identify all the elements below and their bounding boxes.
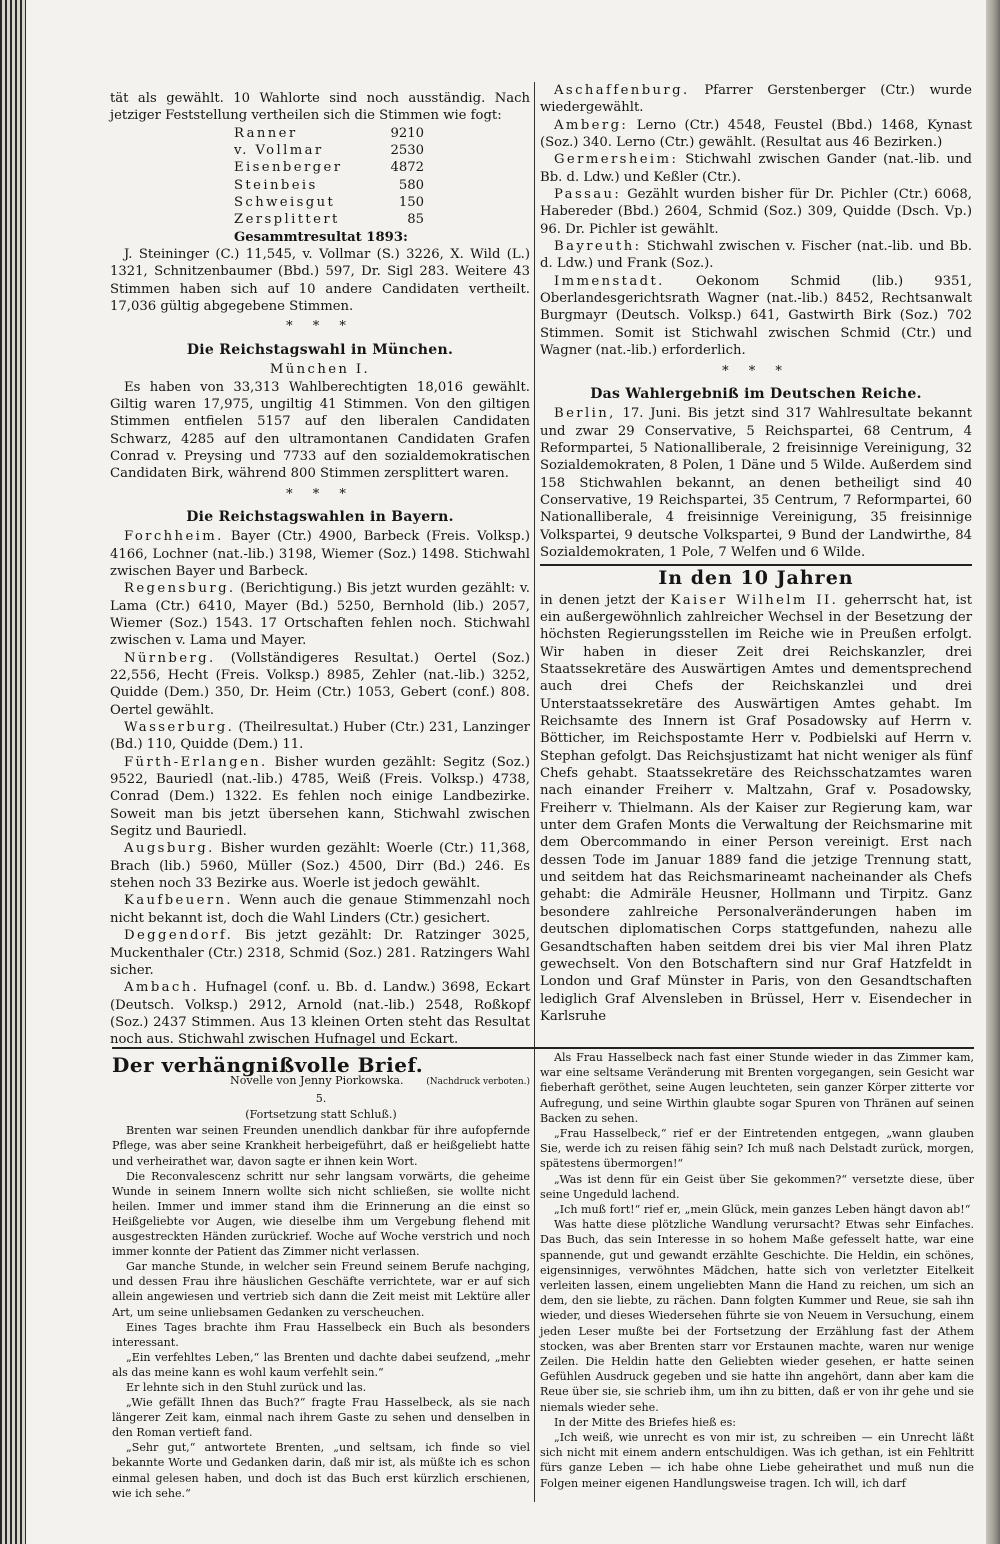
list-item: Forchheim. Bayer (Ctr.) 4900, Barbeck (Freis. Volksp.) 4166, Lochner (nat.-lib.) 3198, Wiemer (Soz.) 1498. Stichwahl zwischen Bayer und Barbeck. <box>110 529 530 579</box>
novel-paragraph: In der Mitte des Briefes hieß es: <box>554 1415 737 1429</box>
munich-text: Es haben von 33,313 Wahlberechtigten 18,016 gewählt. Giltig waren 17,975, ungiltig 41 Stimmen. Von den giltigen Stimmen entfielen 5157 auf den liberalen Candidaten Schwarz, 4285 auf den ultramontanen Candidaten Grafen Conrad v. Preysing und 7733 auf den sozialdemokratischen Candidaten Birk, während 800 Stimmen zersplittert waren. <box>110 379 530 482</box>
novel-paragraph: Als Frau Hasselbeck nach fast einer Stunde wieder in das Zimmer kam, war eine seltsame Veränderung mit Brenten vorgegangen, sein Gesicht war fieberhaft geröthet, seine Augen leuchteten, sein ganzer Körper zitterte vor Aufregung, und seine Wirthin glaubte sogar Spuren von Thränen auf seinen Backen zu sehen. <box>540 1051 974 1125</box>
reich-heading: Das Wahlergebniß im Deutschen Reiche. <box>590 385 922 402</box>
years-heading: In den 10 Jahren <box>658 567 854 590</box>
table-row: Ranner 9210 <box>234 125 424 141</box>
novel-paragraph: „Ich weiß, wie unrecht es von mir ist, zu schreiben — ein Unrecht läßt sich nicht mit einem andern entschuldigen. Was ich gethan, ist ein Fehltritt fürs ganze Leben — ich habe ohne Liebe geheirathet und muß nun die Folgen meiner eigenen Handlungsweise tragen. Ich will, ich darf <box>540 1431 974 1490</box>
table-row: v. Vollmar 2530 <box>234 143 424 159</box>
novel-paragraph: „Ein verfehltes Leben,“ las Brenten und dachte dabei seufzend, „mehr als das meine kann es wohl kaum verfehlt sein.“ <box>112 1350 530 1379</box>
list-item: Deggendorf. Bis jetzt gezählt: Dr. Ratzinger 3025, Muckenthaler (Ctr.) 2318, Schmid (Soz.) 281. Ratzingers Wahl sicher. <box>110 928 531 978</box>
right-column-top <box>540 82 972 1025</box>
chapter-number: 5. <box>315 1092 327 1106</box>
munich-heading: Die Reichstagswahl in München. <box>186 341 454 358</box>
list-item: Nürnberg. (Vollständigeres Resultat.) Oertel (Soz.) 22,556, Hecht (Freis. Volksp.) 8985, Zehler (nat.-lib.) 3252, Quidde (Dem.) 350, Dr. Heim (Ctr.) 1053, Gebert (conf.) 808. Oertel gewählt. <box>110 650 530 718</box>
left-column-top <box>110 90 530 1049</box>
continuation-note: (Fortsetzung statt Schluß.) <box>245 1108 397 1122</box>
munich-subheading: München I. <box>269 362 371 378</box>
list-item: Ambach. Hufnagel (conf. u. Bb. d. Landw.) 3698, Eckart (Deutsch. Volksp.) 2912, Arnold (nat.-lib.) 2548, Roßkopf (Soz.) 2437 Stimmen. Aus 13 kleinen Orten steht das Resultat noch aus. Stichwahl zwischen Hufnagel und Eckart. <box>110 980 530 1048</box>
feuilleton-divider <box>112 1047 974 1049</box>
novel-paragraph: „Ich muß fort!“ rief er, „mein Glück, mein ganzes Leben hängt davon ab!“ <box>554 1203 971 1217</box>
binding-edge <box>0 0 26 1544</box>
novel-paragraph: Eines Tages brachte ihm Frau Hasselbeck ein Buch als besonders interessant. <box>112 1320 530 1349</box>
novel-paragraph: Was hatte diese plötzliche Wandlung verursacht? Etwas sehr Einfaches. Das Buch, das sein Interesse in so hohem Maße gefesselt hatte, war eine spannende, gut und gewandt erzählte Geschichte. Die Heldin, ein schönes, eigensinniges, verwöhntes Mädchen, hatte sich von verletzter Eitelkeit verleiten lassen, einem ungeliebten Mann die Hand zu reichen, um sich an dem, den sie liebte, zu rächen. Dann folgten Kummer und Reue, sie sah ihn wieder, und dieses Wiedersehen führte sie von Neuem in Versuchung, einem jeden Leser mußte bei der Fortsetzung der Erzählung fast der Athem stocken, was aber Brenten starr vor Erstaunen machte, waren nur wenige Zeilen. Die Heldin hatte den Geliebten wieder gesehen, er hatte seinen Gefühlen Ausdruck gegeben und sie hatte ihn angehört, dann aber kam die Reue über sie, sie schrieb ihm, um ihn zu bitten, daß er von ihr gehe und sie niemals wieder sehe. <box>540 1218 974 1414</box>
reich-text: Berlin, 17. Juni. Bis jetzt sind 317 Wahlresultate bekannt und zwar 29 Conservative, 5 Reichspartei, 68 Centrum, 4 Reformpartei, 5 Nationalliberale, 2 freisinnige Vereinigung, 32 Sozialdemokraten, 8 Polen, 1 Däne und 5 Wilde. Außerdem sind 158 Stichwahlen bekannt, an denen betheiligt sind 40 Conservative, 19 Reichspartei, 35 Centrum, 7 Reformpartei, 60 Nationalliberale, 4 freisinnige Vereinigung, 35 freisinnige Volkspartei, 9 deutsche Volkspartei, 9 Bund der Landwirthe, 84 Sozialdemokraten, 1 Pole, 7 Welfen und 6 Wilde. <box>540 406 972 560</box>
novel-paragraph: Er lehnte sich in den Stuhl zurück und las. <box>126 1380 367 1394</box>
list-item: Germersheim: Stichwahl zwischen Gander (nat.-lib. und Bb. d. Ldw.) und Keßler (Ctr.). <box>540 152 973 185</box>
years-text: in denen jetzt der Kaiser Wilhelm II. geherrscht hat, ist ein außergewöhnlich zahlreicher Wechsel in der Besetzung der höchsten Regierungsstellen im Reiche wie in Preußen erfolgt. Wir haben in dieser Zeit drei Reichskanzler, drei Staatssekretäre des Auswärtigen Amtes und dementsprechend auch drei Chefs der Reichskanzlei und drei Unterstaatssekretäre des Auswärtigen Amtes gehabt. Im Reichsamte des Innern ist Graf Posadowsky auf Herrn v. Bötticher, im Reichspostamte Herr v. Podbielski auf Herrn v. Stephan gefolgt. Das Reichsjustizamt hat nicht weniger als fünf Chefs gehabt. Staatssekretäre des Reichsschatzamtes waren nach einander Freiherr v. Maltzahn, Graf v. Posadowsky, Freiherr v. Thielmann. Als der Kaiser zur Regierung kam, war unter dem Grafen Monts die Verwaltung der Reichsmarine mit dem Obercommando in einer Person vereinigt. Erst nach dessen Tode im Januar 1889 fand die jetzige Trennung statt, und seitdem hat das Reichsmarineamt nacheinander als Chefs gehabt: die Admiräle Heusner, Hollmann und Tirpitz. Ganz besondere zahlreiche Personalveränderungen haben im deutschen diplomatischen Corps stattgefunden, nahezu alle Gesandtschaften haben seitdem drei bis vier Mal ihren Platz gewechselt. Von den Botschaftern sind nur Graf Hatzfeldt in London und Graf Münster in Paris, von den Gesandtschaften lediglich Graf Alvensleben in Brüssel, Herr v. Eisendecher in Karlsruhe <box>540 592 972 1024</box>
page-edge <box>986 0 1000 1544</box>
list-item: Aschaffenburg. Pfarrer Gerstenberger (Ctr.) wurde wiedergewählt. <box>540 83 972 116</box>
column-rule <box>534 82 535 1502</box>
list-item: Fürth-Erlangen. Bisher wurden gezählt: Segitz (Soz.) 9522, Bauriedl (nat.-lib.) 4785, Weiß (Freis. Volksp.) 4738, Conrad (Dem.) 1322. Es fehlen noch einige Landbezirke. Soweit man bis jetzt übersehen kann, Stichwahl zwischen Segitz und Bauriedl. <box>110 754 530 840</box>
copyright-note: (Nachdruck verboten.) <box>426 1077 530 1088</box>
separator-stars: * * * <box>722 363 790 379</box>
list-item: Kaufbeuern. Wenn auch die genaue Stimmenzahl noch nicht bekannt ist, doch die Wahl Linders (Ctr.) gesichert. <box>110 893 530 926</box>
novel-column-left <box>112 1053 530 1501</box>
list-item: Augsburg. Bisher wurden gezählt: Woerle (Ctr.) 11,368, Brach (lib.) 5960, Müller (Soz.) 4500, Dirr (Bd.) 246. Es stehen noch 33 Bezirke aus. Woerle ist jedoch gewählt. <box>110 841 530 892</box>
table-row: Eisenberger 4872 <box>234 160 424 176</box>
novel-paragraph: „Sehr gut,“ antwortete Brenten, „und seltsam, ich finde so viel bekannte Worte und Gedanken darin, daß mir ist, als müßte ich es schon einmal gelesen haben, und doch ist das Buch erst kürzlich erschienen, wie ich sehe.“ <box>112 1441 530 1500</box>
novel-paragraph: Gar manche Stunde, in welcher sein Freund seinem Berufe nachging, und dessen Frau ihre häuslichen Geschäfte verrichtete, war er auf sich allein angewiesen und vertrieb sich dann die Zeit meist mit Lektüre aller Art, um seine unliebsamen Gedanken zu verscheuchen. <box>112 1260 530 1319</box>
novel-paragraph: „Was ist denn für ein Geist über Sie gekommen?“ versetzte diese, über seine Ungeduld lachend. <box>540 1172 974 1201</box>
table-row: Steinbeis 580 <box>234 177 424 193</box>
list-item: Amberg: Lerno (Ctr.) 4548, Feustel (Bbd.) 1468, Kynast (Soz.) 340. Lerno (Ctr.) gewählt. (Resultat aus 46 Bezirken.) <box>540 117 972 151</box>
table-row: Zersplittert 85 <box>234 212 424 228</box>
separator-stars: * * * <box>286 319 354 335</box>
novel-column-right <box>540 1050 974 1491</box>
table-row: Schweisgut 150 <box>234 195 424 211</box>
local-results-table <box>234 125 424 229</box>
bavaria-heading: Die Reichstagswahlen in Bayern. <box>186 508 454 525</box>
novel-paragraph: Die Reconvalescenz schritt nur sehr langsam vorwärts, die geheime Wunde in seinem Innern wollte sich nicht schließen, sie wollte nicht heilen. Immer und immer stand ihm die Erinnerung an die einst so Heißgeliebte vor Augen, wie dieselbe ihm um Vergebung flehend mit ausgestreckten Händen zurückrief. Woche auf Woche verstrich und noch immer konnte der Patient das Zimmer nicht verlassen. <box>112 1169 530 1259</box>
novel-header <box>112 1053 530 1077</box>
novel-paragraph: „Frau Hasselbeck,“ rief er der Eintretenden entgegen, „wann glauben Sie, werde ich zu reisen fähig sein? Ich muß nach Delstadt zurück, morgen, spätestens übermorgen!“ <box>540 1127 974 1171</box>
list-item: Passau: Gezählt wurden bisher für Dr. Pichler (Ctr.) 6068, Habereder (Bbd.) 2604, Schmid (Soz.) 309, Quidde (Dsch. Vp.) 96. Dr. Pichler ist gewählt. <box>540 187 972 237</box>
election-intro: tät als gewählt. 10 Wahlorte sind noch ausständig. Nach jetziger Feststellung vertheilen sich die Stimmen wie fogt: <box>110 91 530 124</box>
section-divider <box>540 564 972 566</box>
separator-stars: * * * <box>286 486 354 502</box>
total-text: J. Steininger (C.) 11,545, v. Vollmar (S.) 3226, X. Wild (L.) 1321, Schnitzenbaumer (Bbd.) 597, Dr. Sigl 283. Weitere 43 Stimmen haben sich auf 10 andere Candidaten vertheilt. 17,036 gültig abgegebene Stimmen. <box>110 247 530 315</box>
list-item: Wasserburg. (Theilresultat.) Huber (Ctr.) 231, Lanzinger (Bd.) 110, Quidde (Dem.) 11. <box>110 720 530 753</box>
total-heading: Gesammtresultat 1893: <box>234 229 408 245</box>
novel-paragraph: „Wie gefällt Ihnen das Buch?“ fragte Frau Hasselbeck, als sie nach längerer Zeit kam, einmal nach ihrem Gaste zu sehen und denselben in den Roman vertieft fand. <box>112 1396 530 1440</box>
list-item: Regensburg. (Berichtigung.) Bis jetzt wurden gezählt: v. Lama (Ctr.) 6410, Mayer (Bd.) 5250, Bernhold (lib.) 2057, Wiemer (Soz.) 1543. 17 Ortschaften fehlen noch. Stichwahl zwischen v. Lama und Mayer. <box>110 581 530 649</box>
list-item: Immenstadt. Oekonom Schmid (lib.) 9351, Oberlandesgerichtsrath Wagner (nat.-lib.) 8452, Rechtsanwalt Burgmayr (Deutsch. Volksp.) 641, Gastwirth Birk (Soz.) 702 Stimmen. Somit ist Stichwahl zwischen Schmid (Ctr.) und Wagner (nat.-lib.) erforderlich. <box>540 273 972 359</box>
list-item: Bayreuth: Stichwahl zwischen v. Fischer (nat.-lib. und Bb. d. Ldw.) und Frank (Soz.). <box>540 239 972 272</box>
novel-byline: Novelle von Jenny Piorkowska. <box>230 1074 404 1088</box>
novel-paragraph: Brenten war seinen Freunden unendlich dankbar für ihre aufopfernde Pflege, was aber seine Krankheit herbeigeführt, daß er heißgeliebt hatte und verheirathet war, davon sagte er ihnen kein Wort. <box>112 1124 530 1168</box>
novel-title: Der verhängnißvolle Brief. <box>112 1053 424 1077</box>
